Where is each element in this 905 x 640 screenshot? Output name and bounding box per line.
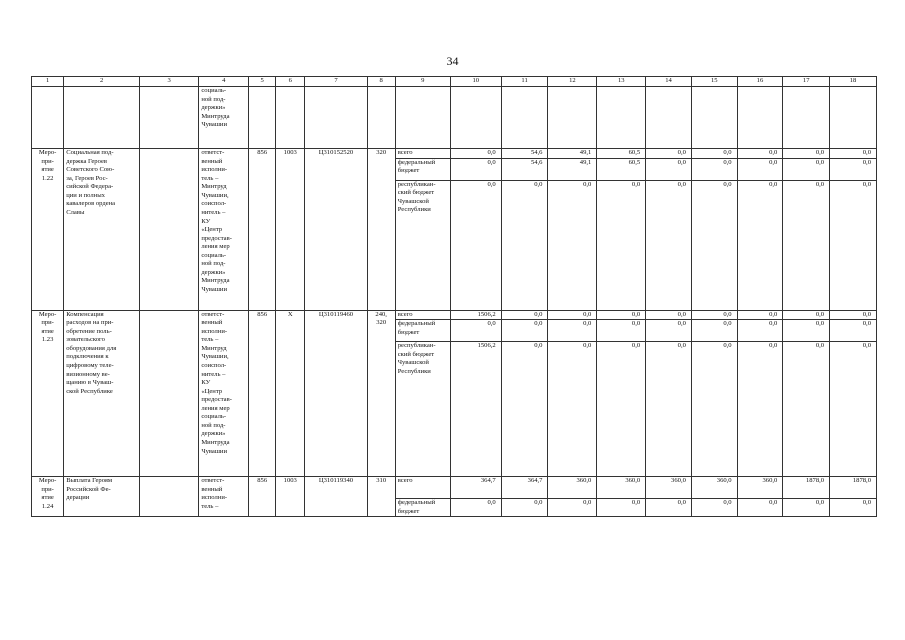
source-name-cell: республикан- ский бюджет Чувашской Республики: [395, 180, 450, 310]
value-cell: 0,0: [783, 320, 830, 342]
grbs-cell: 856: [249, 310, 276, 477]
header-cell: 6: [276, 77, 305, 87]
value-cell: 0,0: [691, 149, 737, 159]
value-cell: 1506,2: [450, 342, 501, 477]
value-cell: 0,0: [691, 342, 737, 477]
header-cell: 17: [783, 77, 830, 87]
value-cell: 0,0: [450, 180, 501, 310]
header-cell: 7: [305, 77, 367, 87]
value-cell: 0,0: [783, 499, 830, 517]
header-cell: 18: [830, 77, 877, 87]
header-cell: 1: [32, 77, 64, 87]
coexecutor-cell: [140, 310, 199, 477]
value-cell: 360,0: [548, 477, 597, 499]
expense-type-cell: 310: [367, 477, 395, 517]
value-cell: 0,0: [501, 342, 548, 477]
value-cell: 0,0: [597, 320, 646, 342]
value-cell: 54,6: [501, 149, 548, 159]
value-cell: 0,0: [597, 180, 646, 310]
value-cell: 0,0: [830, 342, 877, 477]
section-cell: 1003: [276, 149, 305, 311]
budget-table: [31, 76, 877, 517]
value-cell: 364,7: [450, 477, 501, 499]
header-cell: 8: [367, 77, 395, 87]
value-cell: 0,0: [646, 149, 692, 159]
value-cell: 0,0: [597, 342, 646, 477]
value-cell: 0,0: [830, 158, 877, 180]
table-body: [32, 87, 877, 517]
header-cell: 11: [501, 77, 548, 87]
value-cell: 1878,0: [830, 477, 877, 499]
header-cell: 3: [140, 77, 199, 87]
value-cell: 0,0: [830, 499, 877, 517]
value-cell: 0,0: [646, 180, 692, 310]
value-cell: 0,0: [783, 149, 830, 159]
value-cell: 0,0: [450, 149, 501, 159]
executor-cell: ответст- венный исполни- тель –: [199, 477, 249, 517]
value-cell: 1878,0: [783, 477, 830, 499]
grbs-cell: 856: [249, 477, 276, 517]
value-cell: 0,0: [737, 499, 783, 517]
value-cell: 49,1: [548, 158, 597, 180]
header-cell: 12: [548, 77, 597, 87]
value-cell: 0,0: [830, 149, 877, 159]
header-cell: 5: [249, 77, 276, 87]
value-cell: 0,0: [597, 499, 646, 517]
value-cell: 360,0: [646, 477, 692, 499]
value-cell: 0,0: [548, 310, 597, 320]
value-cell: 0,0: [783, 180, 830, 310]
value-cell: 0,0: [501, 320, 548, 342]
table-row: [32, 310, 877, 320]
value-cell: 60,5: [597, 158, 646, 180]
measure-name-cell: Выплата Героям Российской Фе- дерации: [64, 477, 140, 517]
value-cell: 60,5: [597, 149, 646, 159]
coexecutor-cell: [140, 149, 199, 311]
value-cell: 0,0: [783, 310, 830, 320]
value-cell: 0,0: [691, 310, 737, 320]
csr-cell: Ц310119340: [305, 477, 367, 517]
page-number: 34: [446, 54, 459, 68]
value-cell: 49,1: [548, 149, 597, 159]
value-cell: 0,0: [737, 158, 783, 180]
value-cell: 364,7: [501, 477, 548, 499]
executor-cell: социаль- ной под- держки» Минтруда Чувашии: [199, 87, 249, 149]
measure-cell: Меро- при- ятие 1.22: [32, 149, 64, 311]
source-name-cell: всего: [395, 477, 450, 499]
value-cell: 0,0: [737, 180, 783, 310]
value-cell: 0,0: [646, 499, 692, 517]
value-cell: 0,0: [597, 310, 646, 320]
value-cell: 0,0: [501, 499, 548, 517]
value-cell: 0,0: [501, 180, 548, 310]
value-cell: 0,0: [548, 342, 597, 477]
value-cell: 0,0: [737, 320, 783, 342]
header-cell: 2: [64, 77, 140, 87]
source-name-cell: федеральный бюджет: [395, 320, 450, 342]
executor-cell: ответст- венный исполни- тель – Минтруд Чувашии, соиспол- нитель – КУ «Центр предостав- ления мер социаль- ной под- держки» Минтруда Чувашии: [199, 310, 249, 477]
value-cell: 0,0: [501, 310, 548, 320]
value-cell: 360,0: [737, 477, 783, 499]
value-cell: 0,0: [646, 158, 692, 180]
grbs-cell: 856: [249, 149, 276, 311]
measure-name-cell: Компенсация расходов на при- обретение поль- зовательского оборудования для подключения к цифровому теле- визионному ве- щанию в Чуваш- ской Республике: [64, 310, 140, 477]
value-cell: 1506,2: [450, 310, 501, 320]
table-row-continued: [32, 87, 877, 149]
header-cell: 13: [597, 77, 646, 87]
source-name-cell: федеральный бюджет: [395, 499, 450, 517]
value-cell: 0,0: [691, 158, 737, 180]
value-cell: 0,0: [830, 320, 877, 342]
csr-cell: Ц310119460: [305, 310, 367, 477]
value-cell: 0,0: [691, 320, 737, 342]
table-row: [32, 149, 877, 159]
measure-cell: Меро- при- ятие 1.23: [32, 310, 64, 477]
value-cell: 0,0: [646, 342, 692, 477]
source-name-cell: республикан- ский бюджет Чувашской Республики: [395, 342, 450, 477]
header-cell: 10: [450, 77, 501, 87]
value-cell: 360,0: [597, 477, 646, 499]
expense-type-cell: 320: [367, 149, 395, 311]
value-cell: 0,0: [783, 158, 830, 180]
header-cell: 16: [737, 77, 783, 87]
value-cell: 0,0: [830, 180, 877, 310]
value-cell: 54,6: [501, 158, 548, 180]
value-cell: 0,0: [548, 320, 597, 342]
value-cell: 0,0: [548, 499, 597, 517]
value-cell: 0,0: [737, 149, 783, 159]
section-cell: 1003: [276, 477, 305, 517]
header-cell: 15: [691, 77, 737, 87]
source-name-cell: федеральный бюджет: [395, 158, 450, 180]
expense-type-cell: 240, 320: [367, 310, 395, 477]
coexecutor-cell: [140, 477, 199, 517]
header-cell: 9: [395, 77, 450, 87]
value-cell: 0,0: [691, 180, 737, 310]
value-cell: 0,0: [646, 310, 692, 320]
executor-cell: ответст- венный исполни- тель – Минтруд Чувашии, соиспол- нитель – КУ «Центр предостав- ления мер социаль- ной под- держки» Минтруда Чувашии: [199, 149, 249, 311]
value-cell: 0,0: [450, 158, 501, 180]
header-cell: 4: [199, 77, 249, 87]
section-cell: Х: [276, 310, 305, 477]
value-cell: 0,0: [737, 310, 783, 320]
value-cell: 0,0: [646, 320, 692, 342]
value-cell: 0,0: [548, 180, 597, 310]
value-cell: 0,0: [783, 342, 830, 477]
header-row: [32, 77, 877, 87]
source-name-cell: всего: [395, 149, 450, 159]
source-name-cell: всего: [395, 310, 450, 320]
header-cell: 14: [646, 77, 692, 87]
measure-name-cell: Социальная под- держка Героев Советского Сою- за, Героев Рос- сийской Федера- ции и полных кавалеров ордена Славы: [64, 149, 140, 311]
value-cell: 0,0: [691, 499, 737, 517]
value-cell: 0,0: [830, 310, 877, 320]
measure-cell: Меро- при- ятие 1.24: [32, 477, 64, 517]
value-cell: 0,0: [737, 342, 783, 477]
value-cell: 0,0: [450, 320, 501, 342]
value-cell: 360,0: [691, 477, 737, 499]
value-cell: 0,0: [450, 499, 501, 517]
table-row: [32, 477, 877, 499]
csr-cell: Ц310152520: [305, 149, 367, 311]
